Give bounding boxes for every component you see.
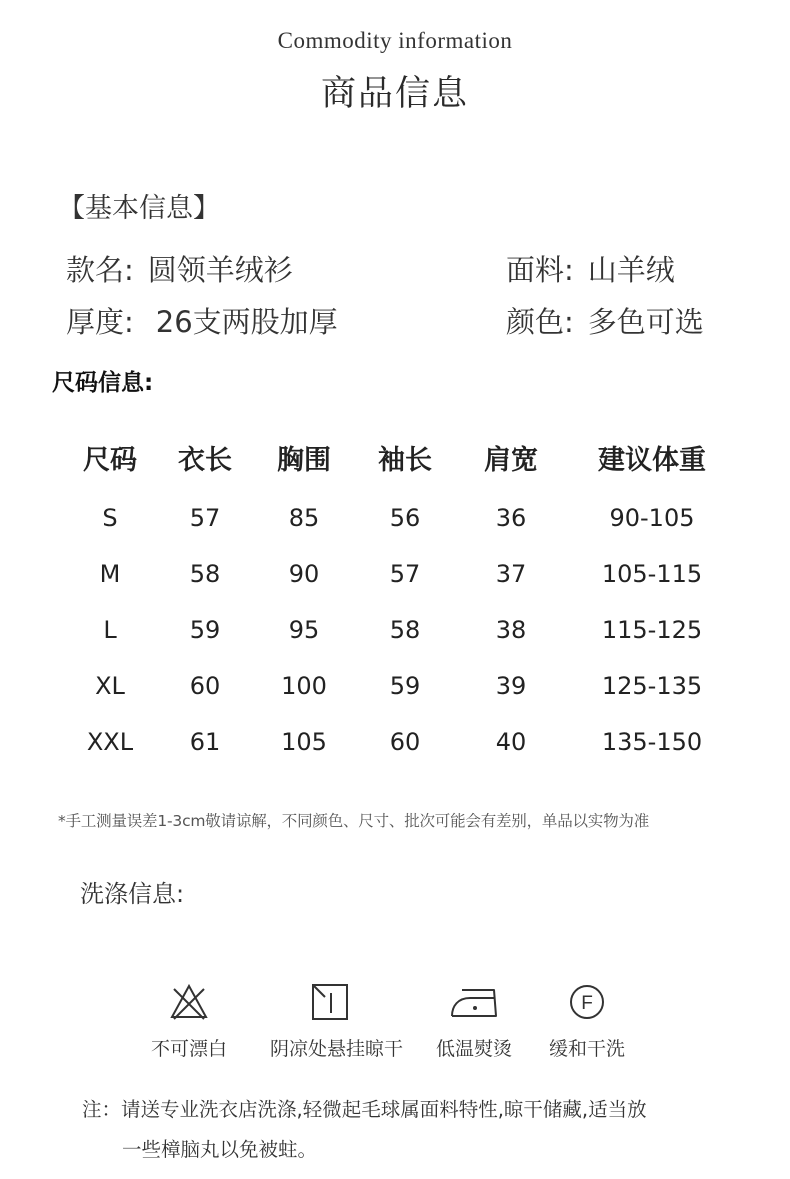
- table-cell: XXL: [86, 728, 134, 756]
- table-row: [58, 546, 732, 602]
- table-cell: 57: [189, 504, 221, 532]
- info-item-color: [506, 300, 704, 341]
- table-cell: 105: [281, 728, 327, 756]
- table-cell: L: [103, 616, 117, 644]
- care-item-hang-dry-shade: [270, 978, 404, 1061]
- column-header: 胸围: [277, 444, 331, 476]
- info-item-style-name: [66, 248, 293, 289]
- size-info-heading: 尺码信息:: [52, 370, 154, 396]
- care-label: 不可漂白: [150, 1038, 227, 1060]
- table-cell: 135-150: [601, 728, 703, 756]
- table-row: [58, 658, 732, 714]
- table-cell: 90-105: [609, 504, 695, 532]
- table-cell: 105-115: [601, 560, 703, 588]
- table-cell: M: [99, 560, 121, 588]
- care-note-line-1: 注：请送专业洗衣店洗涤,轻微起毛球属面料特性,晾干储藏,适当放: [82, 1098, 647, 1121]
- table-row: [58, 714, 732, 770]
- care-label: 阴凉处悬挂晾干: [270, 1038, 404, 1060]
- info-value: 圆领羊绒衫: [147, 253, 293, 287]
- title-english: Commodity information: [277, 28, 513, 53]
- no-bleach-icon: [169, 983, 209, 1021]
- column-header: 建议体重: [598, 444, 706, 476]
- size-table: [58, 424, 732, 770]
- table-cell: 60: [189, 672, 221, 700]
- info-item-thickness: [66, 300, 338, 341]
- table-cell: 58: [389, 616, 421, 644]
- title-chinese: 商品信息: [320, 74, 469, 114]
- care-note-line-2: 一些樟脑丸以免被蛀。: [122, 1138, 318, 1161]
- table-cell: XL: [95, 672, 125, 700]
- info-label: 款名:: [66, 253, 134, 287]
- washing-info-heading: 洗涤信息:: [80, 880, 185, 908]
- table-cell: 100: [281, 672, 327, 700]
- table-cell: 59: [389, 672, 421, 700]
- table-cell: 36: [495, 504, 527, 532]
- table-cell: 40: [495, 728, 527, 756]
- table-row: [58, 602, 732, 658]
- dry-clean-symbol: F: [581, 993, 593, 1014]
- table-cell: 60: [389, 728, 421, 756]
- info-value: 26支两股加厚: [155, 305, 338, 339]
- column-header: 尺码: [83, 444, 137, 476]
- column-header: 衣长: [178, 444, 232, 476]
- care-item-low-temp-iron: [414, 978, 534, 1061]
- table-cell: 57: [389, 560, 421, 588]
- info-label: 面料:: [506, 253, 574, 287]
- info-label: 厚度:: [66, 305, 134, 339]
- table-cell: 58: [189, 560, 221, 588]
- table-cell: 85: [288, 504, 320, 532]
- table-cell: 37: [495, 560, 527, 588]
- table-cell: 59: [189, 616, 221, 644]
- care-item-no-bleach: [129, 978, 249, 1061]
- table-row: [58, 490, 732, 546]
- care-label: 低温熨烫: [435, 1038, 512, 1060]
- table-cell: 38: [495, 616, 527, 644]
- table-cell: 125-135: [601, 672, 703, 700]
- table-cell: 115-125: [601, 616, 703, 644]
- care-item-dry-clean: [527, 978, 647, 1061]
- low-temp-iron-icon: [448, 984, 500, 1020]
- table-header-row: [58, 424, 732, 490]
- table-cell: 90: [288, 560, 320, 588]
- info-value: 多色可选: [587, 305, 704, 339]
- dry-clean-f-icon: [568, 983, 606, 1021]
- table-cell: 61: [189, 728, 221, 756]
- table-cell: S: [102, 504, 118, 532]
- table-cell: 95: [288, 616, 320, 644]
- column-header: 袖长: [378, 444, 432, 476]
- basic-info-heading: 【基本信息】: [58, 193, 220, 224]
- info-item-fabric: [506, 248, 675, 289]
- info-label: 颜色:: [506, 305, 574, 339]
- measurement-note: *手工测量误差1-3cm敬请谅解，不同颜色、尺寸、批次可能会有差别，单品以实物为准: [58, 812, 649, 830]
- table-cell: 56: [389, 504, 421, 532]
- hang-dry-shade-icon: [311, 983, 349, 1021]
- info-value: 山羊绒: [587, 253, 675, 287]
- column-header: 肩宽: [484, 444, 538, 476]
- table-cell: 39: [495, 672, 527, 700]
- care-label: 缓和干洗: [548, 1038, 625, 1060]
